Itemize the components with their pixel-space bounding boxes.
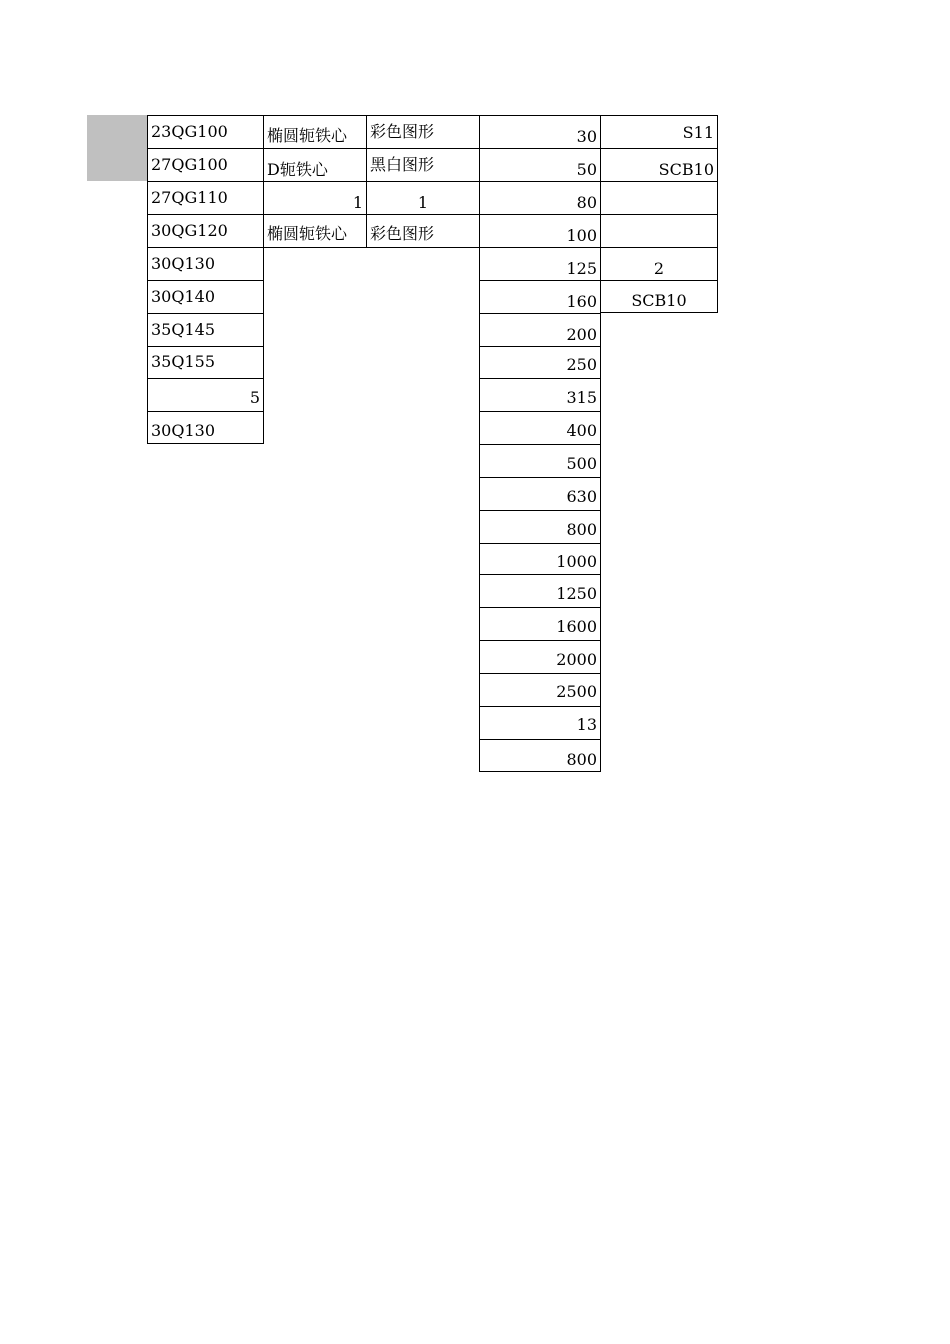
cell-d2[interactable]	[479, 148, 601, 182]
cell-d7[interactable]	[479, 313, 601, 347]
cell-d18-text: 2500	[556, 682, 597, 701]
cell-c2-text: 黑白图形	[370, 155, 435, 174]
cell-a6[interactable]	[147, 280, 264, 314]
cell-a8-text: 35Q155	[151, 352, 216, 371]
cell-b2[interactable]	[263, 148, 367, 182]
cell-a4-text: 30QG120	[151, 221, 228, 240]
cell-e5[interactable]	[600, 247, 718, 281]
cell-d16[interactable]	[479, 607, 601, 641]
cell-d11-text: 500	[566, 454, 597, 473]
cell-d10[interactable]	[479, 411, 601, 445]
cell-b1-text: 椭圆轭铁心	[267, 126, 348, 145]
cell-d2-text: 50	[576, 160, 597, 179]
cell-d10-text: 400	[566, 421, 597, 440]
cell-a3[interactable]	[147, 181, 264, 215]
cell-d4-text: 100	[566, 226, 597, 245]
cell-a7[interactable]	[147, 313, 264, 347]
cell-d20-text: 800	[566, 750, 597, 769]
cell-a3-text: 27QG110	[151, 188, 228, 207]
cell-d7-text: 200	[566, 325, 597, 344]
cell-d19-text: 13	[576, 715, 597, 734]
cell-d8[interactable]	[479, 346, 601, 379]
cell-d6[interactable]	[479, 280, 601, 314]
cell-b3[interactable]	[263, 181, 367, 215]
cell-d1-text: 30	[576, 127, 597, 146]
cell-d6-text: 160	[566, 292, 597, 311]
cell-a9-text: 5	[249, 388, 260, 407]
cell-c1-text: 彩色图形	[370, 122, 435, 141]
cell-d9[interactable]	[479, 378, 601, 412]
cell-d17[interactable]	[479, 640, 601, 674]
cell-d12-text: 630	[566, 487, 597, 506]
cell-a4[interactable]	[147, 214, 264, 248]
cell-d11[interactable]	[479, 444, 601, 478]
cell-e4[interactable]	[600, 214, 718, 248]
cell-a10-text: 30Q130	[151, 421, 216, 440]
cell-a7-text: 35Q145	[151, 320, 216, 339]
cell-c1[interactable]	[366, 115, 480, 149]
cell-d14-text: 1000	[556, 552, 597, 571]
cell-d9-text: 315	[566, 388, 597, 407]
cell-d4[interactable]	[479, 214, 601, 248]
cell-e6[interactable]	[600, 280, 718, 313]
cell-e1-text: S11	[682, 123, 714, 142]
cell-d16-text: 1600	[556, 617, 597, 636]
cell-c3[interactable]	[366, 181, 480, 215]
cell-a5-text: 30Q130	[151, 254, 216, 273]
cell-a8[interactable]	[147, 346, 264, 379]
cell-d8-text: 250	[566, 355, 597, 374]
cell-b1[interactable]	[263, 115, 367, 149]
cell-d3[interactable]	[479, 181, 601, 215]
cell-a2[interactable]	[147, 148, 264, 182]
cell-c3-text: 1	[417, 193, 429, 212]
cell-d17-text: 2000	[556, 650, 597, 669]
cell-b3-text: 1	[352, 193, 363, 212]
cell-e6-text: SCB10	[631, 291, 687, 310]
cell-d20[interactable]	[479, 739, 601, 772]
cell-d5-text: 125	[566, 259, 597, 278]
cell-d19[interactable]	[479, 706, 601, 740]
cell-e2[interactable]	[600, 148, 718, 182]
cell-d13[interactable]	[479, 510, 601, 544]
cell-d12[interactable]	[479, 477, 601, 511]
cell-a9[interactable]	[147, 378, 264, 412]
cell-a1[interactable]	[147, 115, 264, 149]
cell-d1[interactable]	[479, 115, 601, 149]
cell-d13-text: 800	[566, 520, 597, 539]
cell-d15-text: 1250	[556, 584, 597, 603]
cell-d15[interactable]	[479, 574, 601, 608]
cell-c4-text: 彩色图形	[370, 224, 435, 243]
cell-a5[interactable]	[147, 247, 264, 281]
cell-e1[interactable]	[600, 115, 718, 149]
cell-b4[interactable]	[263, 214, 367, 248]
cell-a1-text: 23QG100	[151, 122, 228, 141]
cell-c2[interactable]	[366, 148, 480, 182]
cell-c4[interactable]	[366, 214, 480, 248]
cell-b2-text: D轭铁心	[267, 160, 328, 179]
cell-d5[interactable]	[479, 247, 601, 281]
cell-d14[interactable]	[479, 543, 601, 575]
cell-a10[interactable]	[147, 411, 264, 444]
cell-b4-text: 椭圆轭铁心	[267, 224, 348, 243]
cell-a2-text: 27QG100	[151, 155, 228, 174]
cell-d18[interactable]	[479, 673, 601, 707]
cell-a6-text: 30Q140	[151, 287, 216, 306]
cell-e3[interactable]	[600, 181, 718, 215]
grey-header-block	[87, 115, 147, 181]
cell-e2-text: SCB10	[658, 160, 714, 179]
cell-d3-text: 80	[576, 193, 597, 212]
cell-e5-text: 2	[653, 259, 665, 278]
